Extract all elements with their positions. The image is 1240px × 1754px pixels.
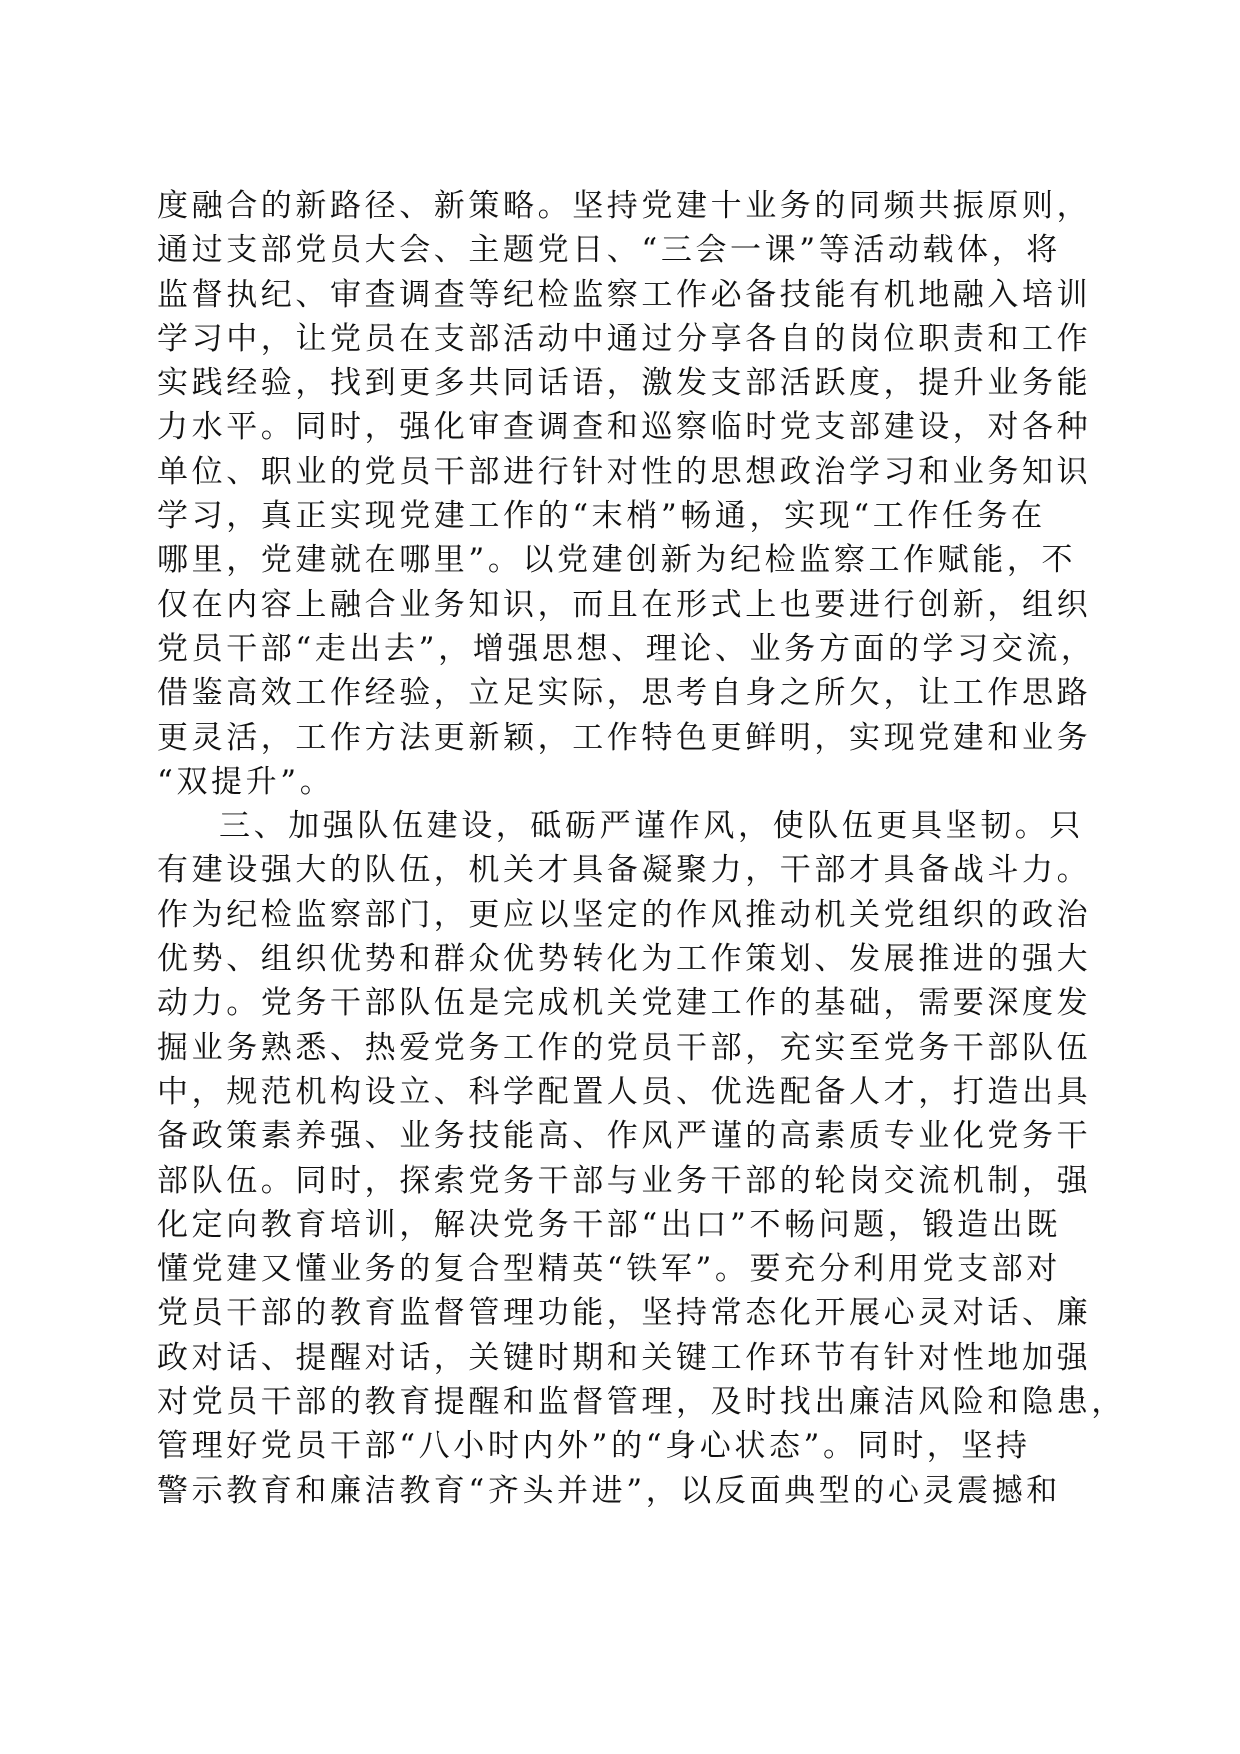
text-line: “双提升”。: [157, 763, 335, 800]
text-line: 中，规范机构设立、科学配置人员、优选配备人才，打造出具: [157, 1073, 1092, 1110]
text-line: 力水平。同时，强化审查调查和巡察临时党支部建设，对各种: [157, 409, 1092, 446]
section-heading-line: 三、加强队伍建设，砥砺严谨作风，使队伍更具坚韧。只: [219, 808, 1084, 845]
text-line: 学习中，让党员在支部活动中通过分享各自的岗位职责和工作: [157, 320, 1092, 357]
text-line: 懂党建又懂业务的复合型精英“铁军”。要充分利用党支部对: [157, 1251, 1061, 1288]
text-line: 部队伍。同时，探索党务干部与业务干部的轮岗交流机制，强: [157, 1162, 1092, 1199]
paragraph-party-building-integration: [157, 184, 1096, 804]
text-line: 政对话、提醒对话，关键时期和关键工作环节有针对性地加强: [157, 1339, 1092, 1376]
text-line: 通过支部党员大会、主题党日、“三会一课”等活动载体，将: [157, 232, 1061, 269]
text-line: 监督执纪、审查调查等纪检监察工作必备技能有机地融入培训: [157, 276, 1092, 313]
text-line: 掘业务熟悉、热爱党务工作的党员干部，充实至党务干部队伍: [157, 1029, 1092, 1066]
document-body: [157, 184, 1126, 1513]
text-line: 备政策素养强、业务技能高、作风严谨的高素质专业化党务干: [157, 1118, 1092, 1155]
text-line: 对党员干部的教育提醒和监督管理，及时找出廉洁风险和隐患，: [157, 1384, 1126, 1421]
text-line: 借鉴高效工作经验，立足实际，思考自身之所欠，让工作思路: [157, 675, 1092, 712]
text-line: 单位、职业的党员干部进行针对性的思想政治学习和业务知识: [157, 453, 1092, 490]
text-line: 实践经验，找到更多共同话语，激发支部活跃度，提升业务能: [157, 365, 1092, 402]
text-line: 动力。党务干部队伍是完成机关党建工作的基础，需要深度发: [157, 985, 1092, 1022]
text-line: 仅在内容上融合业务知识，而且在形式上也要进行创新，组织: [157, 586, 1092, 623]
text-line: 哪里，党建就在哪里”。以党建创新为纪检监察工作赋能，不: [157, 542, 1077, 579]
text-line: 度融合的新路径、新策略。坚持党建十业务的同频共振原则，: [157, 188, 1092, 224]
text-line: 党员干部“走出去”，增强思想、理论、业务方面的学习交流，: [157, 630, 1096, 667]
paragraph-team-building: [157, 804, 1126, 1513]
text-line: 有建设强大的队伍，机关才具备凝聚力，干部才具备战斗力。: [157, 852, 1092, 889]
text-line: 警示教育和廉洁教育“齐头并进”，以反面典型的心灵震撼和: [157, 1472, 1061, 1509]
text-line: 管理好党员干部“八小时内外”的“身心状态”。同时，坚持: [157, 1428, 1031, 1465]
text-line: 更灵活，工作方法更新颖，工作特色更鲜明，实现党建和业务: [157, 719, 1092, 756]
text-line: 党员干部的教育监督管理功能，坚持常态化开展心灵对话、廉: [157, 1295, 1092, 1332]
text-line: 优势、组织优势和群众优势转化为工作策划、发展推进的强大: [157, 941, 1092, 978]
text-line: 学习，真正实现党建工作的“末梢”畅通，实现“工作任务在: [157, 498, 1046, 535]
text-line: 化定向教育培训，解决党务干部“出口”不畅问题，锻造出既: [157, 1206, 1061, 1243]
text-line: 作为纪检监察部门，更应以坚定的作风推动机关党组织的政治: [157, 896, 1092, 933]
